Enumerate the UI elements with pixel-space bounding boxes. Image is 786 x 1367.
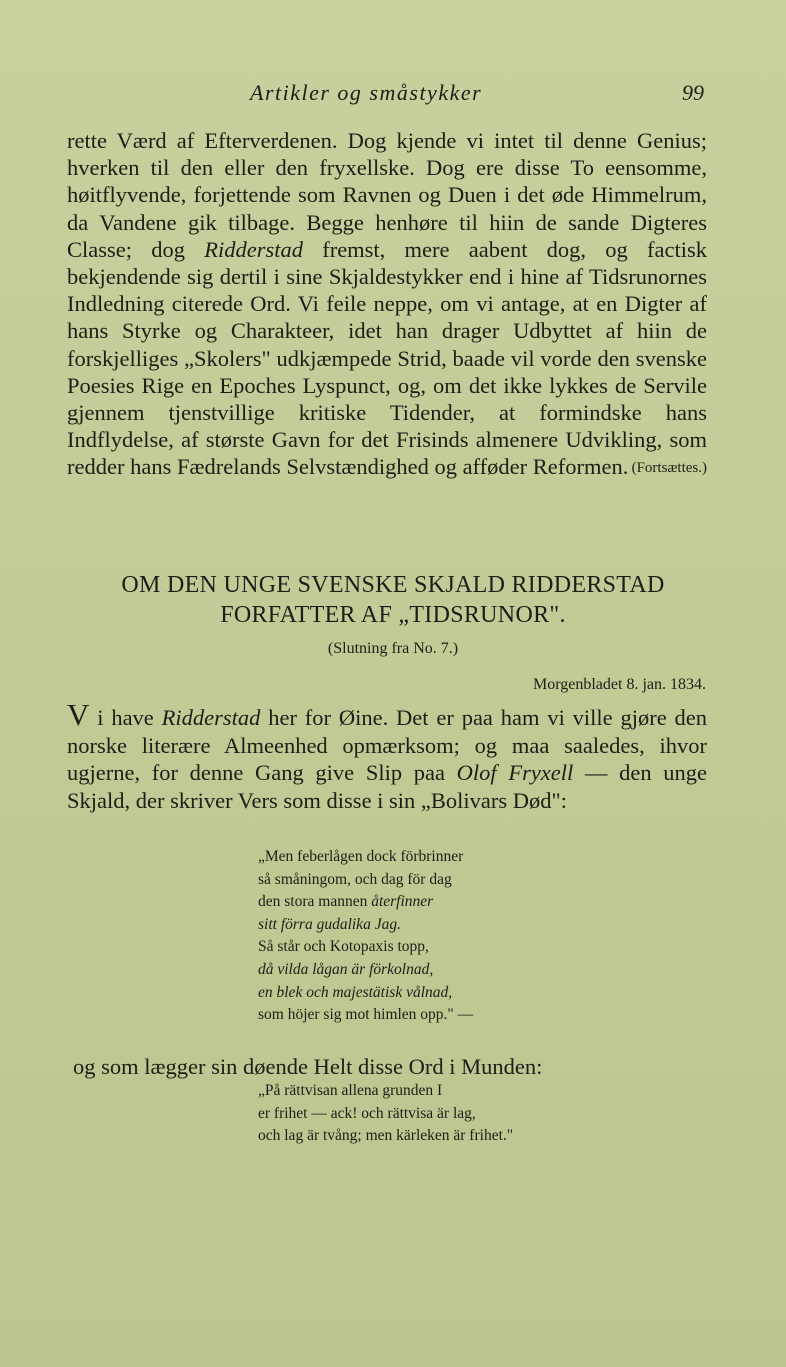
poem-line: då vilda lågan är förkolnad, bbox=[258, 960, 434, 978]
paragraph-text: her for Øine. Det er paa ham vi ville gjøre den norske literære Almeenhed opmærksom; og maa saaledes, ihvor ugjerne, for denne Gang give Slip paa bbox=[67, 705, 708, 785]
page-number: 99 bbox=[682, 80, 704, 105]
article-heading-line2: FORFATTER AF „TIDSRUNOR". bbox=[220, 602, 566, 628]
running-title: Artikler og småstykker bbox=[250, 80, 483, 105]
poem-line: er frihet — ack! och rättvisa är lag, bbox=[258, 1104, 476, 1122]
author-name: Ridderstad bbox=[204, 236, 303, 262]
article-subtitle: (Slutning fra No. 7.) bbox=[327, 640, 459, 657]
continued-note: (Fortsættes.) bbox=[631, 459, 707, 476]
paragraph-text: i have bbox=[97, 705, 154, 730]
paragraph-text: fremst, mere aabent dog, og factisk bekjendende sig dertil i sine Skjaldestykker end i hine af Tidsrunornes Indledning citerede Ord. Vi feile neppe, om vi antage, at en Digter af hans Styrke og Charakteer, idet han drager Udbyttet af hiin de forskjelliges „Skolers" udkjæmpede Strid, baade vil vorde den svenske Poesies Rige en Epoches Lyspunct, og, om det ikke lykkes de Servile gjennem tjenstvillige kritiske Tidender, at formindske hans Indflydelse, af største Gavn for det Frisinds almenere Udvikling, som redder hans Fædrelands Selvstændighed og afføder Reformen. bbox=[67, 236, 707, 480]
page-header bbox=[0, 80, 786, 110]
poem-quote bbox=[258, 846, 473, 1027]
poem-line-text: den stora mannen bbox=[258, 893, 368, 911]
paragraph-text: rette Værd af Efterverdenen. Dog kjende vi intet til denne Genius; hverken til den eller den fryxellske. Dog ere disse To eensomme, høitflyvende, forjettende som Ravnen og Duen i det øde Himmelrum, da Vandene gik tilbage. Begge henhøre til hiin de sande Digteres Classe; dog bbox=[67, 128, 707, 262]
poem-line: så småningom, och dag för dag bbox=[258, 870, 452, 888]
previous-article-ending bbox=[67, 127, 707, 482]
poem-line: sitt förra gudalika Jag. bbox=[258, 915, 401, 933]
poem-quote bbox=[258, 1080, 513, 1148]
poem-line: och lag är tvång; men kärleken är frihet." bbox=[258, 1127, 514, 1145]
poem-line: „På rättvisan allena grunden I bbox=[258, 1082, 443, 1099]
poem-line bbox=[258, 891, 473, 914]
paragraph-text: — den unge Skjald, der skriver Vers som disse i sin „Bolivars Død": bbox=[67, 760, 708, 813]
poem-line: Så står och Kotopaxis topp, bbox=[258, 938, 429, 956]
drop-cap: V bbox=[67, 697, 90, 732]
poem-line: en blek och majestätisk vålnad, bbox=[258, 983, 453, 1001]
article-paragraph bbox=[67, 697, 708, 814]
transition-sentence: og som lægger sin døende Helt disse Ord i Munden: bbox=[73, 1054, 543, 1079]
source-citation: Morgenbladet 8. jan. 1834. bbox=[532, 676, 706, 693]
author-name: Ridderstad bbox=[161, 705, 261, 730]
paragraph bbox=[67, 127, 707, 481]
author-name: Olof Fryxell bbox=[456, 760, 574, 785]
paragraph bbox=[67, 697, 708, 814]
poem-line: „Men feberlågen dock förbrinner bbox=[258, 848, 464, 865]
poem-line-italic: återfinner bbox=[371, 893, 434, 911]
poem-line: som höjer sig mot himlen opp." — bbox=[258, 1006, 474, 1024]
article-heading: OM DEN UNGE SVENSKE SKJALD RIDDERSTAD bbox=[121, 572, 665, 598]
